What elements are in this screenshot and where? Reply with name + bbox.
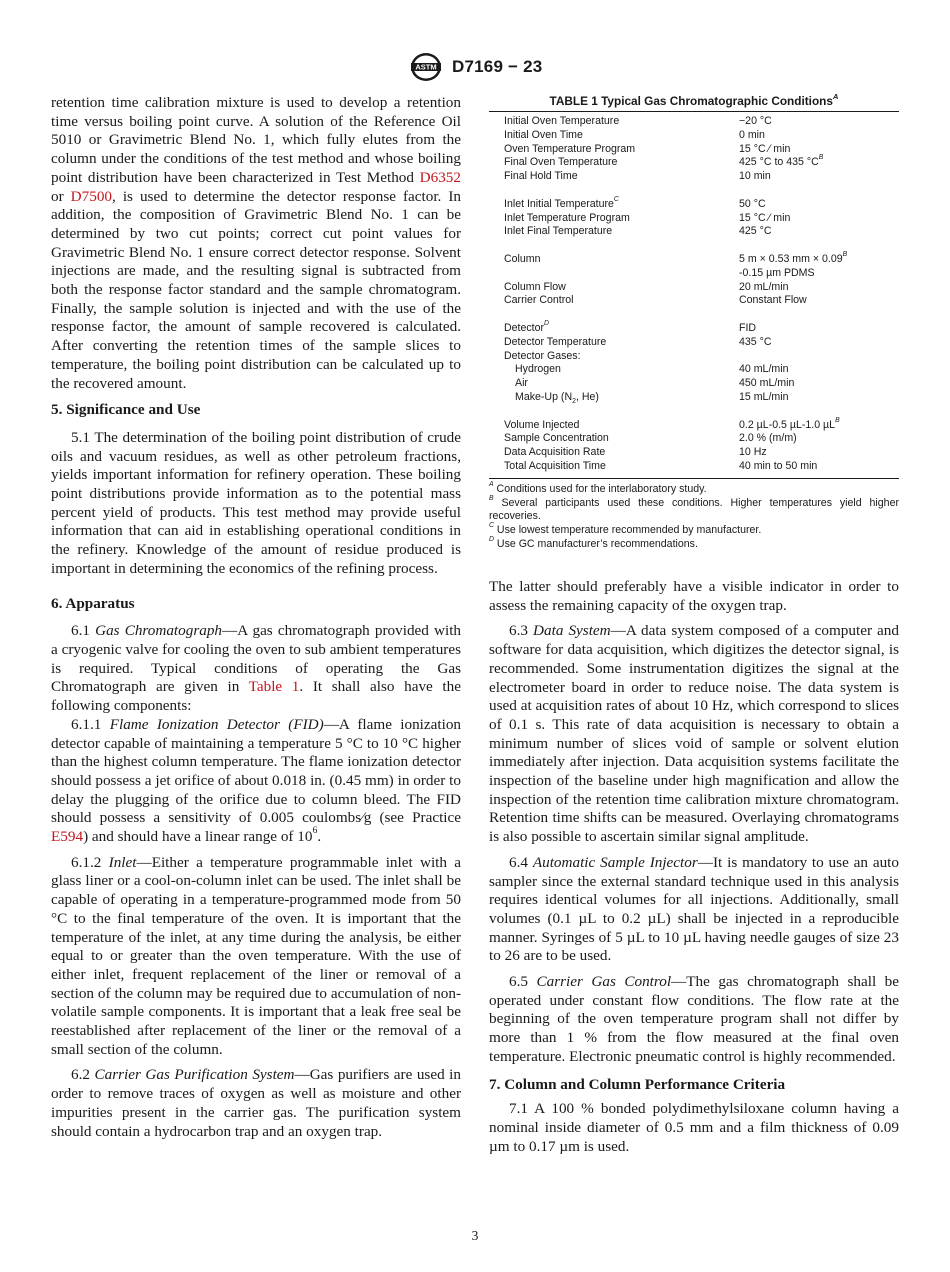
table-row — [489, 416, 899, 433]
table-row — [489, 460, 899, 474]
table-row — [489, 195, 899, 212]
section-7-heading: 7. Column and Column Performance Criteria — [489, 1075, 786, 1093]
table-cell-value: −20 °C — [739, 115, 772, 127]
table-cell-parameter: Air — [515, 377, 528, 390]
table-footnote: $^D$ Use GC manufacturer’s recommendations. — [489, 536, 698, 550]
table-row — [489, 184, 899, 198]
table-cell-value: Constant Flow — [739, 294, 807, 307]
table-cell-value: 10 min — [739, 170, 771, 183]
paragraph-6-3: 6.3 Data System—A data system composed of a computer and software for data acquisition, which digitizes the detector signal, is recommended. Some instrumentation digitizes the signal at the electrometer board in order to reduce noise. The data system is used at acquisition rates of about 10 Hz, which correspond to slices of 0.1 s. This rate of data acquisition is necessary to obtain a minimum number of slices void of sample or solvent elution immediately after injection. Data acquisition systems facilitate the inspection of the baseline under high magnification and allow the inspection of the retention time calibration mixture chromatogram. Retention time shifts can be measured. Overlaying chromatograms is also possible to ascertain similar signal amplitude. — [489, 622, 899, 846]
table-cell-value: 15 °C ⁄ min — [739, 211, 791, 224]
table-row — [489, 322, 899, 336]
table-cell-parameter: Carrier Control — [504, 294, 574, 307]
table-row — [489, 446, 899, 460]
table-cell-value — [739, 184, 899, 198]
table-cell-parameter: Data Acquisition Rate — [504, 446, 606, 459]
table-row — [489, 336, 899, 350]
link-e594[interactable]: E594 — [51, 828, 84, 846]
table-cell-value: 5 m × 0.53 mm × $0.09^B$ — [739, 251, 848, 265]
table-row — [489, 253, 899, 267]
table-cell-value: 15 °C ⁄ min — [739, 142, 791, 155]
table-cell-parameter: Initial Oven Time — [504, 128, 583, 141]
link-d6352[interactable]: D6352 — [419, 168, 461, 186]
table-footnote: $^C$ Use lowest temperature recommended by manufacturer. — [489, 522, 762, 537]
section-6-heading: 6. Apparatus — [51, 594, 135, 612]
paragraph-5-1: 5.1 The determination of the boiling point distribution of crude oils and vacuum residues, as well as other petroleum fractions, yields important information for refinery operation. These boiling point distributions provide information as to the potential mass percent yield of products. This test method may provide useful information that can aid in establishing operational conditions in the refinery. Knowledge of the amount of residue produced is important in determining the economics of the refining process. — [51, 428, 461, 577]
table-bottom-rule — [489, 478, 899, 479]
paragraph-6-1: 6.1 Gas Chromatograph—A gas chromatograph provided with a cryogenic valve for cooling the oven to sub ambient temperatures is required. Typical conditions of operating the Gas Chromatograph are given in Table 1. It shall also have the following components: — [51, 622, 462, 715]
table-cell-value: 20 mL/min — [739, 280, 789, 293]
table-row — [489, 432, 899, 446]
table-footnotes — [489, 480, 899, 552]
page-header — [0, 52, 950, 86]
table-row — [489, 391, 899, 405]
table-row — [489, 363, 899, 377]
table-cell-parameter: Column — [504, 252, 541, 265]
section-5-heading: 5. Significance and Use — [51, 401, 201, 419]
continuation-paragraph: The latter should preferably have a visible indicator in order to assess the remaining capacity of the oxygen trap. — [489, 578, 899, 614]
table-footnote: $^B$ Several participants used these conditions. Higher temperatures yield higher recoveries. — [489, 494, 899, 523]
table-row — [489, 308, 899, 322]
table-cell-value: 50 °C — [739, 197, 766, 210]
table-cell-value: 450 mL/min — [739, 377, 795, 390]
paragraph-6-1-1: 6.1.1 Flame Ionization Detector (FID)—A flame ionization detector capable of maintaining a temperature 5 °C to 10 °C higher than the highest column temperature. The flame ionization detector should possess a jet orifice of about 0.018 in. (0.45 mm) in order to delay the plugging of the orifice due to column bleed. The FID should possess a sensitivity of 0.005 coulombs⁄g (see Practice E594) and should have a linear range of $10^6$. — [51, 715, 462, 846]
table-cell-parameter — [489, 308, 739, 322]
table-cell-parameter: Inlet Final Temperature — [504, 225, 613, 238]
table-row — [489, 225, 899, 239]
table-cell-value: 435 °C — [739, 335, 772, 348]
table-cell-value — [739, 308, 899, 322]
table-row — [489, 115, 899, 129]
table-cell-value: 0.2 µL-0.5 µL-1.0 µL$^B$ — [739, 416, 840, 431]
table-cell-parameter: Total Acquisition Time — [504, 459, 606, 472]
astm-logo-icon — [408, 52, 444, 82]
table-cell-value: 40 mL/min — [739, 363, 789, 376]
table-cell-parameter: Detector Gases: — [504, 349, 581, 362]
table-row — [489, 239, 899, 253]
paragraph-6-5: 6.5 Carrier Gas Control—The gas chromatograph shall be operated under constant flow conditions. The flow rate at the beginning of the oven temperature program shall not differ by more than 1 % from the flow measured at the final oven temperature. Electronic pneumatic control is highly recommended. — [489, 973, 899, 1065]
table-cell-value: 425 °C to 435 $^\circ C^B$ — [739, 154, 824, 169]
table-row — [489, 143, 899, 157]
table-cell-parameter: Inlet Temperature Program — [504, 211, 630, 224]
table-cell-parameter — [489, 405, 739, 419]
paragraph-6-4: 6.4 Automatic Sample Injector—It is mandatory to use an auto sampler since the external standard technique used in this analysis requires identical volumes for all injections. Additionally, small volumes (0.1 µL to 0.2 µL) shall be injected in a reproducible manner. Syringes of 5 µL to 10 µL having needle gauges of size 23 to 26 are to be used. — [489, 853, 899, 965]
table-cell-value: 15 mL/min — [739, 390, 789, 403]
table-row — [489, 156, 899, 170]
link-d7500[interactable]: D7500 — [70, 187, 113, 205]
table-row — [489, 129, 899, 143]
table-row — [489, 212, 899, 226]
table-cell-parameter: Detector Temperature — [504, 335, 607, 348]
table-row — [489, 170, 899, 184]
paragraph-6-1-2: 6.1.2 Inlet—Either a temperature programmable inlet with a glass liner or a cool-on-column inlet can be used. The inlet shall be capable of operating in a temperature-programmed mode from 50 °C to the final temperature of the oven. It is important that the temperature of the inlet, at any time during the analysis, be either equal to or greater than the oven temperature. With the use of either inlet, frequent replacement of the liner or removal of a section of the column may be required due to accumulation of non-volatile sample components. It is important that a leak free seal be reestablished after replacement of the liner or the removal of a small section of the column. — [51, 853, 461, 1058]
table-body — [489, 112, 899, 476]
table-cell-parameter: Inlet Initial Temperature$^C$ — [504, 195, 619, 210]
table-cell-value: 40 min to 50 min — [739, 459, 818, 472]
table-cell-parameter: Column Flow — [504, 280, 566, 293]
table-cell-value: -0.15 µm PDMS — [739, 266, 815, 279]
intro-paragraph: retention time calibration mixture is used to develop a retention time versus boiling point curve. A solution of the Reference Oil 5010 or Gravimetric Blend No. 1, which fully elutes from the column under the conditions of the test method and whose boiling point distribution have been characterized in Test Method D6352 or D7500, is used to determine the detector response factor. In addition, the composition of Gravimetric Blend No. 1 can be determined by two cut points; correct cut point values for Gravimetric Blend No. 1 ensure correct detector response. Solvent injections are made, and the resulting signal is subtracted from both the response factor standard and the sample chromatogram. Finally, the sample solution is injected and with the use of the response factor, the amount of sample recovered is calculated. After converting the retention times of the sample slices to temperature, the boiling point distribution can be calculated up to the recovered amount. — [51, 94, 462, 392]
table-cell-parameter: Make-Up ($N_2$, He) — [515, 390, 599, 406]
table-cell-value — [739, 239, 899, 253]
page-number: 3 — [471, 1228, 479, 1243]
table-cell-parameter: Volume Injected — [504, 418, 580, 431]
table-title: TABLE 1 Typical Gas Chromatographic Conditions$^A$ — [549, 91, 839, 108]
link-table-1[interactable]: Table 1 — [248, 678, 300, 696]
paragraph-6-2: 6.2 Carrier Gas Purification System—Gas purifiers are used in order to remove traces of oxygen as well as moisture and other impurities present in the carrier gas. The purification system should contain a hydrocarbon trap and an oxygen trap. — [51, 1066, 461, 1140]
table-1 — [489, 93, 899, 552]
left-column — [51, 94, 461, 1141]
table-cell-value: 425 °C — [739, 225, 772, 238]
table-cell-value: FID — [739, 321, 757, 334]
astm-logo-text: ASTM — [415, 62, 437, 72]
table-row — [489, 350, 899, 364]
table-cell-value: 10 Hz — [739, 446, 767, 459]
table-row — [489, 281, 899, 295]
table-row — [489, 377, 899, 391]
table-cell-value — [739, 405, 899, 419]
table-cell-parameter: Detector$^D$ — [504, 320, 550, 334]
table-row — [489, 294, 899, 308]
table-cell-parameter — [489, 239, 739, 253]
right-column — [489, 578, 899, 1156]
table-cell-parameter — [489, 267, 739, 281]
table-footnote: $^A$ Conditions used for the interlaboratory study. — [489, 480, 707, 495]
table-cell-parameter: Final Oven Temperature — [504, 156, 618, 169]
table-row — [489, 267, 899, 281]
table-cell-parameter: Hydrogen — [515, 363, 561, 376]
table-cell-parameter: Sample Concentration — [504, 432, 609, 445]
table-cell-parameter: Final Hold Time — [504, 170, 578, 183]
table-cell-value: 2.0 % (m/m) — [739, 432, 797, 445]
table-cell-parameter: Oven Temperature Program — [504, 142, 636, 155]
paragraph-7-1: 7.1 A 100 % bonded polydimethylsiloxane column having a nominal inside diameter of 0.5 mm and a film thickness of 0.09 µm to 0.17 µm is used. — [489, 1100, 899, 1155]
table-cell-value — [739, 350, 899, 364]
table-cell-parameter: Initial Oven Temperature — [504, 115, 620, 127]
document-designation: D7169 − 23 — [452, 57, 543, 76]
table-cell-value: 0 min — [739, 128, 765, 141]
